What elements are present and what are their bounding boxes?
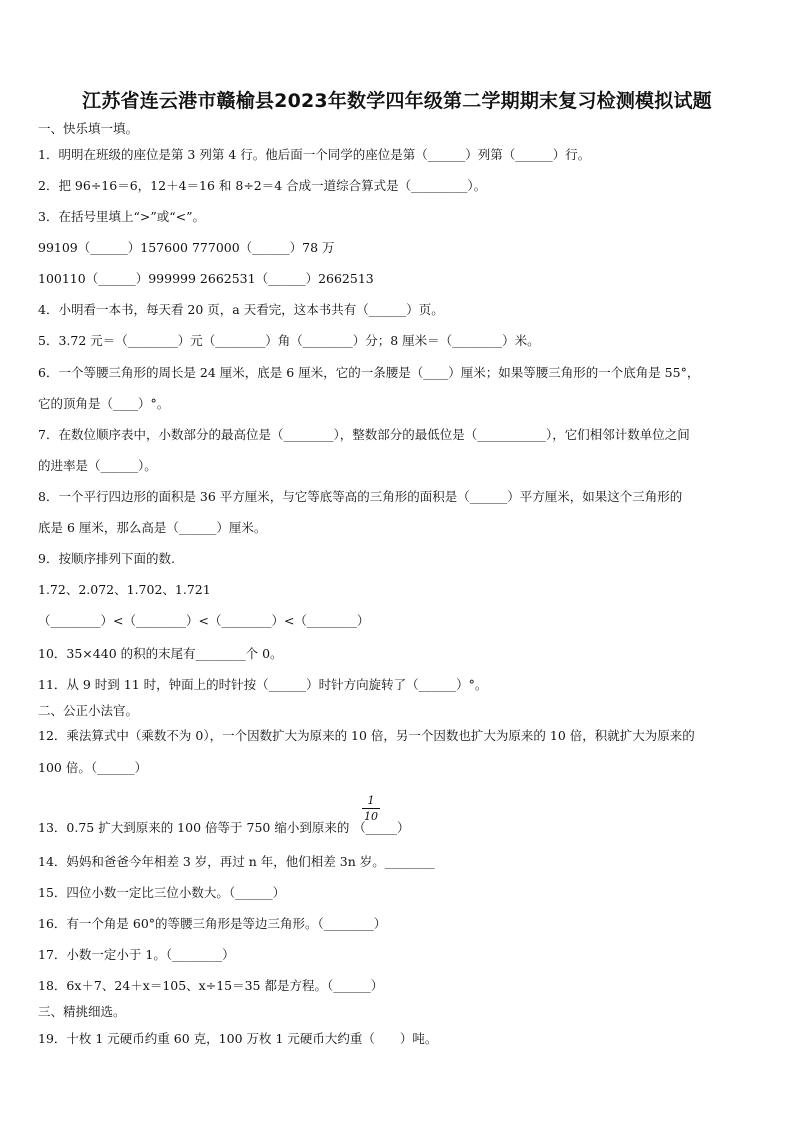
question-3: 3．在括号里填上“>”或“<”。 bbox=[38, 209, 205, 224]
question-17: 17．小数一定小于 1。（________） bbox=[38, 947, 235, 962]
question-16: 16．有一个角是 60°的等腰三角形是等边三角形。（________） bbox=[38, 916, 387, 931]
question-1: 1．明明在班级的座位是第 3 列第 4 行。他后面一个同学的座位是第（______）列第（______）行。 bbox=[38, 147, 591, 162]
question-13: 13．0.75 扩大到原来的 100 倍等于 750 缩小到原来的 （_____） bbox=[38, 820, 410, 835]
page-title: 江苏省连云港市赣榆县2023年数学四年级第二学期期末复习检测模拟试题 bbox=[82, 90, 712, 112]
question-15: 15．四位小数一定比三位小数大。（______） bbox=[38, 885, 286, 900]
question-9-numbers: 1.72、2.072、1.702、1.721 bbox=[38, 582, 211, 597]
question-9-blanks: （________）<（________）<（________）<（________） bbox=[38, 613, 370, 628]
question-3-row-1: 99109（______）157600 777000（______）78 万 bbox=[38, 240, 335, 255]
question-8-cont: 底是 6 厘米，那么高是（______）厘米。 bbox=[38, 520, 267, 535]
question-14: 14．妈妈和爸爸今年相差 3 岁，再过 n 年，他们相差 3n 岁。________ bbox=[38, 854, 435, 869]
question-10: 10．35×440 的积的末尾有________个 0。 bbox=[38, 646, 283, 661]
question-18: 18．6x＋7、24＋x＝105、x÷15＝35 都是方程。（______） bbox=[38, 978, 384, 993]
fraction-numerator: 1 bbox=[367, 794, 375, 807]
question-12-cont: 100 倍。（______） bbox=[38, 760, 148, 775]
question-9: 9．按顺序排列下面的数. bbox=[38, 551, 175, 566]
section-heading-2: 二、公正小法官。 bbox=[38, 703, 139, 718]
question-6-cont: 它的顶角是（____）°。 bbox=[38, 396, 170, 411]
question-4: 4．小明看一本书，每天看 20 页，a 天看完，这本书共有（______）页。 bbox=[38, 302, 444, 317]
question-11: 11．从 9 时到 11 时，钟面上的时针按（______）时针方向旋转了（______）°。 bbox=[38, 677, 488, 692]
question-7: 7．在数位顺序表中，小数部分的最高位是（________），整数部分的最低位是（___________），它们相邻计数单位之间 bbox=[38, 427, 690, 442]
section-heading-1: 一、快乐填一填。 bbox=[38, 121, 139, 136]
section-heading-3: 三、精挑细选。 bbox=[38, 1004, 126, 1019]
question-12: 12．乘法算式中（乘数不为 0），一个因数扩大为原来的 10 倍，另一个因数也扩大为原来的 10 倍，积就扩大为原来的 bbox=[38, 728, 695, 743]
question-5: 5．3.72 元＝（________）元（________）角（________）分；8 厘米＝（________）米。 bbox=[38, 333, 540, 348]
question-6: 6．一个等腰三角形的周长是 24 厘米，底是 6 厘米，它的一条腰是（____）厘米；如果等腰三角形的一个底角是 55°， bbox=[38, 365, 700, 380]
question-3-row-2: 100110（______）999999 2662531（______）2662513 bbox=[38, 271, 374, 286]
fraction-bar bbox=[362, 808, 380, 809]
question-19: 19．十枚 1 元硬币约重 60 克，100 万枚 1 元硬币大约重（ ）吨。 bbox=[38, 1031, 438, 1046]
fraction-one-tenth bbox=[362, 794, 380, 823]
fraction-denominator: 10 bbox=[364, 810, 378, 823]
question-2: 2．把 96÷16＝6，12＋4＝16 和 8÷2＝4 合成一道综合算式是（_________）。 bbox=[38, 178, 487, 193]
question-7-cont: 的进率是（______）。 bbox=[38, 458, 157, 473]
question-8: 8．一个平行四边形的面积是 36 平方厘米，与它等底等高的三角形的面积是（______）平方厘米，如果这个三角形的 bbox=[38, 489, 683, 504]
